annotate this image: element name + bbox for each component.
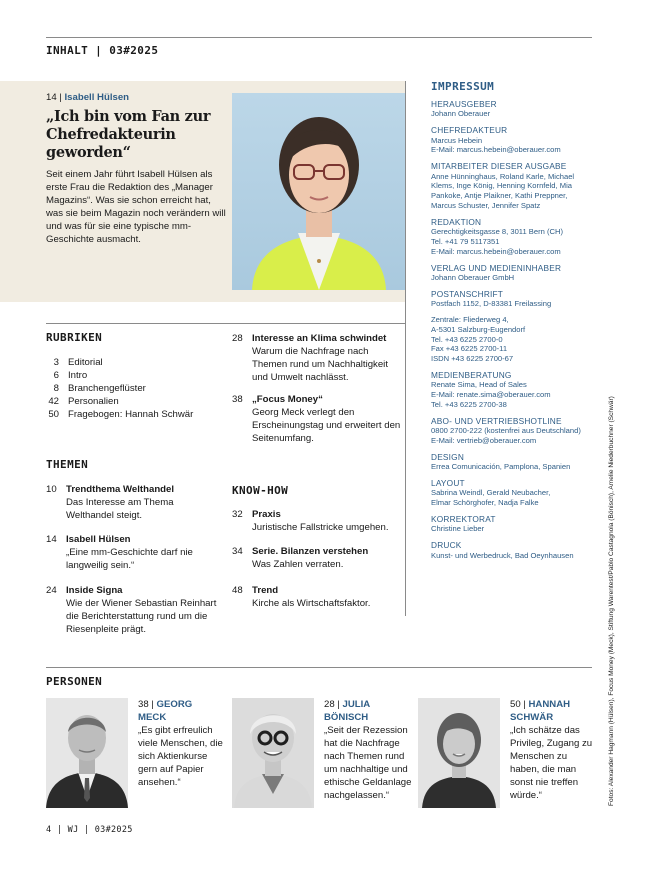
impressum-section: DESIGN Errea Comunicación, Pamplona, Spanien xyxy=(431,451,571,472)
toc-entry[interactable]: 24 Inside Signa Wie der Wiener Sebastian Reinhart die Berichterstattung rund um die Riesenpleite prägt. xyxy=(46,585,217,635)
impressum-title: IMPRESSUM xyxy=(431,80,495,93)
personen-rule xyxy=(46,667,592,668)
photo-credit: Fotos: Alexander Hagmann (Hülsen), Focus Money (Meck), Stiftung Warentest/Pablo Castagnola (Bönisch), Amelie Niederbuchner (Schwär) xyxy=(608,396,615,806)
knowhow-title: KNOW-HOW xyxy=(232,484,289,497)
impressum-section: CHEFREDAKTEUR Marcus Hebein E-Mail: marcus.hebein@oberauer.com xyxy=(431,125,561,155)
list-item[interactable]: 3 Editorial xyxy=(53,357,103,368)
impressum-section: POSTANSCHRIFT Postfach 1152, D-83381 Freilassing xyxy=(431,288,552,309)
list-item[interactable]: 50 Fragebogen: Hannah Schwär xyxy=(48,409,194,420)
impressum-section: REDAKTION Gerechtigkeitsgasse 8, 3011 Bern (CH) Tel. +41 79 5117351 E-Mail: marcus.hebein@oberauer.com xyxy=(431,216,563,256)
header-rule xyxy=(46,37,592,38)
impressum-section: MITARBEITER DIESER AUSGABE Anne Hünninghaus, Roland Karle, Michael Klems, Inge König, Henning Kornfeld, Mia Pankoke, Antje Plaikner, Kathi Preppner, Marcus Schuster, Jennifer Spatz xyxy=(431,161,575,210)
toc-entry[interactable]: 48 Trend Kirche als Wirtschaftsfaktor. xyxy=(232,585,371,609)
feature-box[interactable] xyxy=(0,81,406,302)
toc-entry[interactable]: 34 Serie. Bilanzen verstehen Was Zahlen verraten. xyxy=(232,546,369,570)
impressum-section: KORREKTORAT Christine Lieber xyxy=(431,513,496,534)
impressum-divider xyxy=(405,81,406,616)
impressum-section: HERAUSGEBER Johann Oberauer xyxy=(431,99,497,119)
person-card[interactable]: 38 | GEORG MECK „Es gibt erfreulich viele Menschen, die sich Aktienkurse gern auf Papier ansehen.“ xyxy=(138,699,223,788)
list-item[interactable]: 6 Intro xyxy=(53,370,88,381)
portrait-isabell-huelsen xyxy=(232,93,406,290)
page-footer: 4 | WJ | 03#2025 xyxy=(46,825,133,835)
person-card[interactable]: 50 | HANNAH SCHWÄR „Ich schätze das Privileg, Zugang zu Menschen zu haben, die man sonst nie treffen würde.“ xyxy=(510,699,593,801)
impressum-section: VERLAG UND MEDIENINHABER Johann Oberauer GmbH xyxy=(431,262,562,282)
portrait-julia-boenisch xyxy=(232,698,314,808)
impressum-section: DRUCK Kunst- und Werbedruck, Bad Oeynhausen xyxy=(431,540,574,560)
themen-title: THEMEN xyxy=(46,458,89,471)
feature-page: 14 xyxy=(46,92,57,103)
impressum-section: ABO- UND VERTRIEBSHOTLINE 0800 2700-222 (kostenfrei aus Deutschland) E-Mail: vertrieb@oberauer.com xyxy=(431,415,581,445)
toc-entry[interactable]: 28 Interesse an Klima schwindet Warum die Nachfrage nach Themen rund um Nachhaltigkeit und Umwelt nachlässt. xyxy=(232,333,388,383)
impressum-section: MEDIENBERATUNG Renate Sima, Head of Sales E-Mail: renate.sima@oberauer.com Tel. +43 6225 2700-38 xyxy=(431,369,551,409)
toc-entry[interactable]: 10 Trendthema Welthandel Das Interesse am Thema Welthandel steigt. xyxy=(46,484,175,521)
list-item[interactable]: 8 Branchengeflüster xyxy=(53,383,146,394)
feature-headline: „Ich bin vom Fan zur Chefredakteurin geworden“ xyxy=(46,108,211,161)
feature-teaser: Seit einem Jahr führt Isabell Hülsen als erste Frau die Redaktion des „Manager Magazins“. Was sie schon erreicht hat, was sie beim Magazin noch verändern will und was für sie eine typische mm-Geschichte ausmacht. xyxy=(46,169,226,245)
rubriken-title: RUBRIKEN xyxy=(46,331,103,344)
portrait-georg-meck xyxy=(46,698,128,808)
toc-entry[interactable]: 32 Praxis Juristische Fallstricke umgehen. xyxy=(232,509,389,533)
list-item[interactable]: 42 Personalien xyxy=(48,396,119,407)
issue-header: INHALT | 03#2025 xyxy=(46,44,159,57)
toc-entry[interactable]: 38 „Focus Money“ Georg Meck verlegt den Erscheinungstag und erweitert den Seitenumfang. xyxy=(232,394,401,444)
rubriken-list xyxy=(46,356,216,421)
impressum-section: LAYOUT Sabrina Weindl, Gerald Neubacher, Elmar Schörghofer, Nadja Falke xyxy=(431,477,551,508)
portrait-hannah-schwaer xyxy=(418,698,500,808)
personen-title: PERSONEN xyxy=(46,675,103,688)
feature-name: Isabell Hülsen xyxy=(64,92,130,103)
impressum-list xyxy=(431,99,611,566)
rubriken-rule xyxy=(46,323,406,324)
person-card[interactable]: 28 | JULIA BÖNISCH „Seit der Rezession hat die Nachfrage nach Themen rund um nachhaltige und ethische Geldanlage nachgelassen.“ xyxy=(324,699,412,801)
toc-entry[interactable]: 14 Isabell Hülsen „Eine mm-Geschichte darf nie langweilig sein.“ xyxy=(46,534,193,571)
impressum-section: Zentrale: Fliederweg 4, A-5301 Salzburg-Eugendorf Tel. +43 6225 2700-0 Fax +43 6225 2700-11 ISDN +43 6225 2700-67 xyxy=(431,315,526,364)
feature-kicker: 14 | Isabell Hülsen xyxy=(46,92,130,103)
